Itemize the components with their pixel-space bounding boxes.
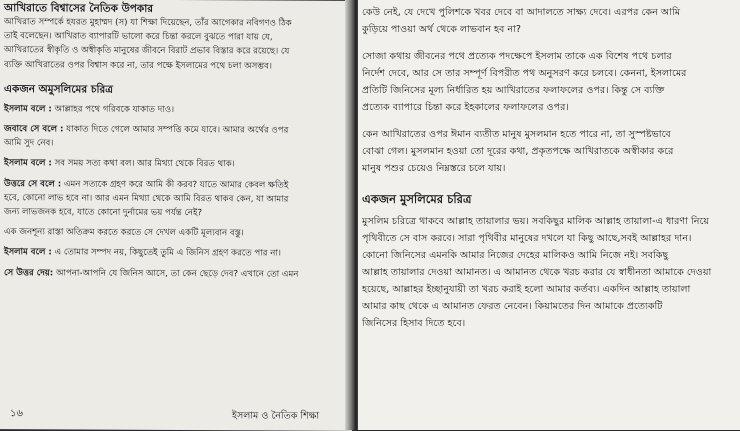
dialogue-text: এমন সত্যকে গ্রহণ করে আমি কী করব? যাতে আমার কেবল ক্ষতিই — [61, 179, 289, 191]
dialogue-text: এ তোমার সম্পদ নয়, কিছুতেই তুমি এ জিনিস গ্রহণ করতে পার না। — [51, 247, 281, 259]
text-line: ব্যক্তি আখিরাতের ওপর বিশ্বাস করে না, তার পক্ষে ইসলামের পথে চলা অসম্ভব। — [4, 59, 272, 72]
dialogue-label: উত্তরে সে বলে : — [4, 178, 62, 190]
text-line: সোজা কথায় জীবনের পথে প্রত্যেক পদক্ষেপে ইসলাম তাকে এক বিশেষ পথে চলার — [362, 51, 672, 62]
text-line: প্রতিটি জিনিসের মূল্য নির্ধারিত হয় আখিরাতের ফলাফলের ওপর। কিন্তু সে ব্যক্তি — [362, 85, 665, 96]
running-footer-title: ইসলাম ও নৈতিক শিক্ষা — [232, 410, 320, 422]
section-title-afterlife-benefit: আখিরাতে বিশ্বাসের নৈতিক উপকার — [4, 2, 154, 15]
text-line: আখিরাতের স্বীকৃতি ও অস্বীকৃতি মানুষের জীবনে বিরাট প্রভাব বিস্তার করে রয়েছে। যে — [4, 45, 290, 57]
text-line: তাই বলেছেন। আখিরাত ব্যাপারটি ভালো করে চিন্তা করলে বুঝতে পারা যায় যে, — [4, 31, 273, 43]
islam-says-zakat — [4, 102, 346, 118]
text-line: পৃথিবীতে সে বাস করবে। সারা পৃথিবীর মানুষের দখলে যা কিছু আছে,সবই আল্লাহর দান। — [362, 233, 692, 244]
section-title-nonmuslim-character: একজন অমুসলিমের চরিত্র — [4, 82, 113, 96]
text-line: আমার কাছ থেকে এ আমানত ফেরত নেবেন। কিয়ামতের দিন আমাকে প্রত্যেকটি — [362, 301, 663, 312]
text-line: কোনো জিনিসের এমনকি আমার নিজের দেহের মালিকও আমি নিজে নই। সবকিছু — [362, 250, 669, 261]
dialogue-label: সে উত্তর দেয়: — [4, 267, 54, 278]
text-line: প্রত্যেক ব্যাপারে চিন্তা করে ইহকালের ফলাফলের ওপর। — [362, 102, 569, 113]
reply-property — [4, 266, 346, 282]
text-line: বোঝা গেল। মুসলমান হওয়া তো দূরের কথা, প্রকৃতপক্ষে আখিরাতকে অস্বীকার করে — [362, 146, 674, 157]
intro-paragraph — [362, 4, 740, 38]
text-line: নির্দেশ দেবে, আর সে তার সম্পূর্ণ বিপরীত পথ অনুসরণ করে চলবে। কেননা, ইসলামের — [362, 68, 687, 79]
text-line: কেন আখিরাতের ওপর ঈমান ব্যতীত মানুষ মুসলমান হতে পারে না, তা সুস্পষ্টভাবে — [362, 129, 671, 140]
dialogue-text: আপনা-আপনি যে জিনিস আসে, তা কেন ছেড়ে দেব? এখানে তো এমন — [53, 267, 299, 280]
section-title-muslim-character: একজন মুসলিমের চরিত্র — [362, 192, 472, 206]
dialogue-label: জবাবে সে বলে : — [4, 124, 64, 135]
dialogue-label: ইসলাম বলে : — [4, 158, 52, 169]
dialogue-text: জন্য লাভজনক হবে, যাতে কোনো দুর্নামের ভয় পর্যন্ত নেই? — [4, 207, 203, 219]
text-line: মুসলিম চরিত্রে থাকবে আল্লাহ তায়ালার ভয়। সবকিছুর মালিক আল্লাহ তায়ালা-এ ধারণা নিয়ে — [362, 216, 710, 227]
islam-says-truth — [4, 157, 346, 173]
story-line: এক জনশূন্য রাস্তা অতিক্রম করতে করতে সে দেখল একটি মূল্যবান বস্তু। — [4, 227, 244, 239]
answer-truth — [4, 177, 346, 221]
text-line: কুড়িয়ে পাওয়া অর্থ থেকে লাভবান হব না? — [362, 24, 522, 35]
dialogue-label: ইসলাম বলে : — [4, 247, 52, 258]
text-line: কেউ নেই, যে দেখে পুলিশকে খবর দেবে বা আদালতে সাক্ষ্য দেবে। এরপর কেন আমি — [362, 7, 681, 18]
left-page — [0, 0, 352, 431]
text-line: মানুষ পশুর চেয়েও নিম্নস্তরে চলে যায়। — [362, 163, 506, 174]
text-line: হয়েছে, আল্লাহর ইচ্ছানুযায়ী তা খরচ করাই হলো আমার কর্তব্য। একদিন আল্লাহ তায়ালা — [362, 284, 691, 295]
right-page — [358, 0, 740, 430]
afterlife-paragraph — [4, 15, 346, 74]
faith-paragraph — [362, 126, 740, 177]
reply-zakat — [4, 122, 346, 152]
dialogue-text: যাকাত দিতে গেলে আমার সম্পত্তি কমে যাবে। আমার অর্থের ওপর — [63, 124, 289, 136]
islam-says-property — [4, 246, 346, 262]
page-number: ১৬ — [10, 408, 23, 420]
text-line: আল্লাহ তায়ালার দেওয়া আমানত। এ আমানত থেকে খরচ করার যে স্বাধীনতা আমাকে দেওয়া — [362, 267, 712, 278]
dialogue-text: সব সময় সত্য কথা বল। আর মিথ্যা থেকে বিরত থাক। — [51, 158, 235, 170]
dialogue-text: আল্লাহর পথে গরিবকে যাকাত দাও। — [51, 104, 175, 115]
text-line: জিনিসের হিসাব দিতে হবে। — [362, 318, 466, 329]
dialogue-text: হবে, কোনো লাভ হবে না। আর এমন মিথ্যা থেকে আমি বিরত থাকব কেন, যা আমার — [4, 192, 289, 205]
path-paragraph — [362, 48, 740, 116]
dialogue-label: ইসলাম বলে : — [4, 103, 52, 115]
muslim-character-paragraph — [362, 213, 740, 332]
text-line: আখিরাত সম্পর্কে হযরত মুহাম্মদ (স) যা শিক্ষা দিয়েছেন, তাঁর আগেকার নবিগণও ঠিক — [4, 17, 292, 29]
left-page-footer — [0, 409, 352, 425]
dialogue-text: আমি সুদ নেব। — [4, 138, 54, 149]
